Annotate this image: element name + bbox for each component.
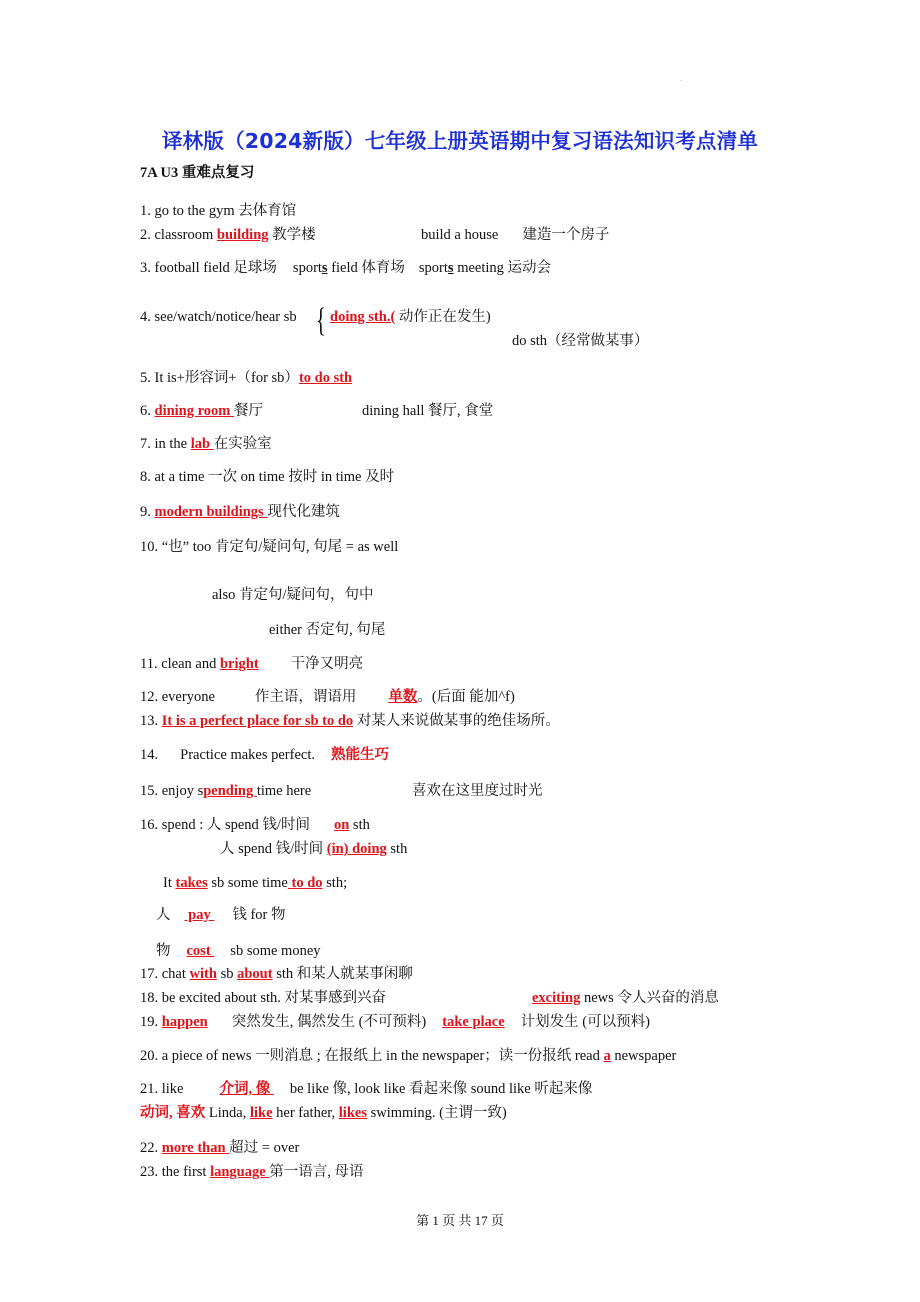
item-16: 16. spend : 人 spend 钱/时间 on sth — [140, 817, 370, 833]
item-21-b: 动词, 喜欢 Linda, like her father, likes swimming. (主谓一致) — [140, 1105, 507, 1121]
item-9: 9. modern buildings 现代化建筑 — [140, 504, 340, 520]
item-19: 19. happen 突然发生, 偶然发生 (不可预料) take place 计划发生 (可以预料) — [140, 1014, 650, 1030]
item-13: 13. It is a perfect place for sb to do 对某人来说做某事的绝佳场所。 — [140, 713, 560, 729]
item-4-b: do sth（经常做某事） — [512, 333, 649, 349]
brace: { — [316, 302, 326, 339]
item-12: 12. everyone 作主语，谓语用 单数。(后面 能加^f) — [140, 689, 515, 705]
corner-mark: . — [680, 74, 682, 83]
item-10-either: either 否定句, 句尾 — [269, 622, 386, 638]
item-16-d: 人 pay 钱 for 物 — [156, 907, 286, 923]
item-7: 7. in the lab 在实验室 — [140, 436, 272, 452]
item-1: 1. go to the gym 去体育馆 — [140, 203, 297, 219]
item-3: 3. football field 足球场 sports field 体育场 sports meeting 运动会 — [140, 260, 552, 276]
item-10: 10. “也” too 肯定句/疑问句, 句尾 = as well — [140, 539, 399, 555]
item-5: 5. It is+形容词+（for sb）to do sth — [140, 370, 353, 386]
item-20: 20. a piece of news 一则消息 ; 在报纸上 in the newspaper；读一份报纸 read a newspaper — [140, 1048, 677, 1064]
page-footer: 第 1 页 共 17 页 — [416, 1213, 504, 1228]
item-8: 8. at a time 一次 on time 按时 in time 及时 — [140, 469, 395, 485]
item-6-extra: dining hall 餐厅, 食堂 — [362, 403, 494, 419]
item-23: 23. the first language 第一语言, 母语 — [140, 1164, 364, 1180]
item-2: 2. classroom building 教学楼 — [140, 227, 316, 243]
item-6: 6. dining room 餐厅 — [140, 403, 264, 419]
item-15-cn: 喜欢在这里度过时光 — [412, 783, 543, 799]
item-16-b: 人 spend 钱/时间 (in) doing sth — [220, 841, 408, 857]
item-4: 4. see/watch/notice/hear sb — [140, 309, 297, 325]
item-17: 17. chat with sb about sth 和某人就某事闲聊 — [140, 966, 413, 982]
item-18: 18. be excited about sth. 对某事感到兴奋 — [140, 990, 387, 1006]
section-heading: 7A U3 重难点复习 — [140, 165, 255, 181]
item-16-e: 物 cost sb some money — [156, 943, 321, 959]
item-22: 22. more than 超过 = over — [140, 1140, 300, 1156]
item-14: 14. Practice makes perfect. 熟能生巧 — [140, 747, 389, 763]
item-11: 11. clean and bright 干净又明亮 — [140, 656, 364, 672]
item-18-b: exciting news 令人兴奋的消息 — [532, 990, 719, 1006]
page-title: 译林版（2024新版）七年级上册英语期中复习语法知识考点清单 — [161, 129, 759, 153]
item-2-extra: build a house 建造一个房子 — [421, 227, 610, 243]
item-16-c: It takes sb some time to do sth; — [163, 875, 348, 891]
item-21: 21. like 介词, 像 be like 像, look like 看起来像 sound like 听起来像 — [140, 1081, 593, 1097]
answer: building — [216, 227, 269, 243]
item-10-also: also 肯定句/疑问句，句中 — [212, 587, 374, 603]
item-15: 15. enjoy spending time here — [140, 783, 312, 799]
item-4-a: doing sth.( 动作正在发生) — [330, 309, 491, 325]
